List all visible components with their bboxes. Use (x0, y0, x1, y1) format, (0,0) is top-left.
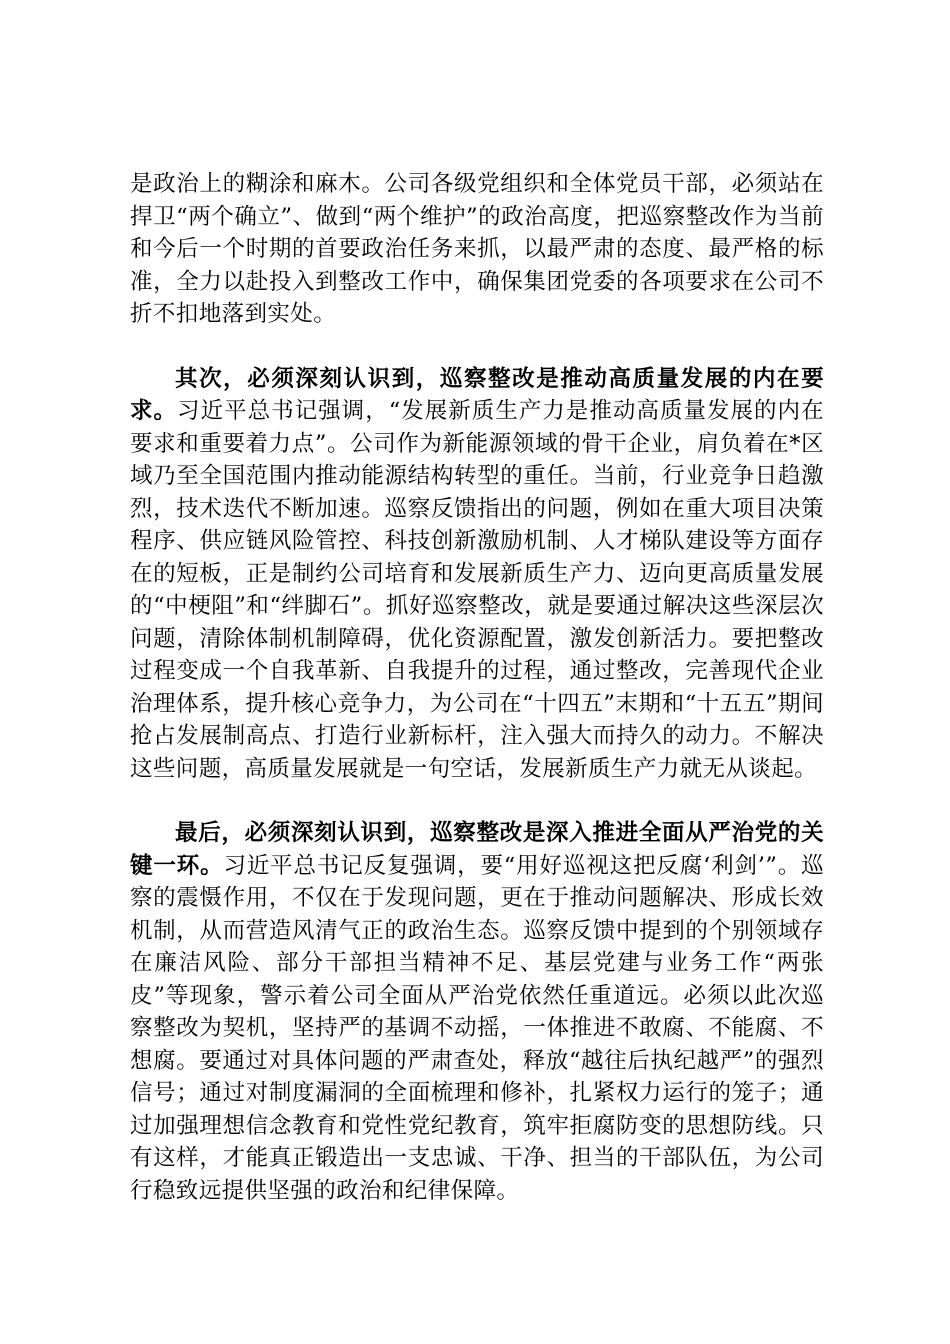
paragraph-last (130, 817, 824, 1207)
paragraph-spacer (130, 785, 824, 817)
paragraph-text: 习近平总书记反复强调，要“用好巡视这把反腐‘利剑’”。巡察的震慑作用，不仅在于发现问题，更在于推动问题解决、形成长效机制，从而营造风清气正的政治生态。巡察反馈中提到的个别领域存在廉洁风险、部分干部担当精神不足、基层党建与业务工作“两张皮”等现象，警示着公司全面从严治党依然任重道远。必须以此次巡察整改为契机，坚持严的基调不动摇，一体推进不敢腐、不能腐、不想腐。要通过对具体问题的严肃查处，释放“越往后执纪越严”的强烈信号；通过对制度漏洞的全面梳理和修补，扎紧权力运行的笼子；通过加强理想信念教育和党性党纪教育，筑牢拒腐防变的思想防线。只有这样，才能真正锻造出一支忠诚、干净、担当的干部队伍，为公司行稳致远提供坚强的政治和纪律保障。 (130, 852, 824, 1204)
paragraph-continuation (130, 168, 824, 331)
paragraph-lead-sentence: 最后，必须深刻认识到，巡察整改是深入推进全面从严治党的关键一环。 (130, 820, 824, 879)
paragraph-spacer (130, 331, 824, 363)
document-body (130, 168, 824, 1207)
paragraph-lead-sentence: 其次，必须深刻认识到，巡察整改是推动高质量发展的内在要求。 (130, 365, 824, 424)
paragraph-text: 是政治上的糊涂和麻木。公司各级党组织和全体党员干部，必须站在捍卫“两个确立”、做到“两个维护”的政治高度，把巡察整改作为当前和今后一个时期的首要政治任务来抓，以最严肃的态度、最严格的标准，全力以赴投入到整改工作中，确保集团党委的各项要求在公司不折不扣地落到实处。 (130, 171, 824, 327)
paragraph-text: 习近平总书记强调，“发展新质生产力是推动高质量发展的内在要求和重要着力点”。公司作为新能源领域的骨干企业，肩负着在*区域乃至全国范围内推动能源结构转型的重任。当前，行业竞争日趋激烈，技术迭代不断加速。巡察反馈指出的问题，例如在重大项目决策程序、供应链风险管控、科技创新激励机制、人才梯队建设等方面存在的短板，正是制约公司培育和发展新质生产力、迈向更高质量发展的“中梗阻”和“绊脚石”。抓好巡察整改，就是要通过解决这些深层次问题，清除体制机制障碍，优化资源配置，激发创新活力。要把整改过程变成一个自我革新、自我提升的过程，通过整改，完善现代企业治理体系，提升核心竞争力，为公司在“十四五”末期和“十五五”期间抢占发展制高点、打造行业新标杆，注入强大而持久的动力。不解决这些问题，高质量发展就是一句空话，发展新质生产力就无从谈起。 (130, 398, 824, 782)
paragraph-second (130, 363, 824, 786)
